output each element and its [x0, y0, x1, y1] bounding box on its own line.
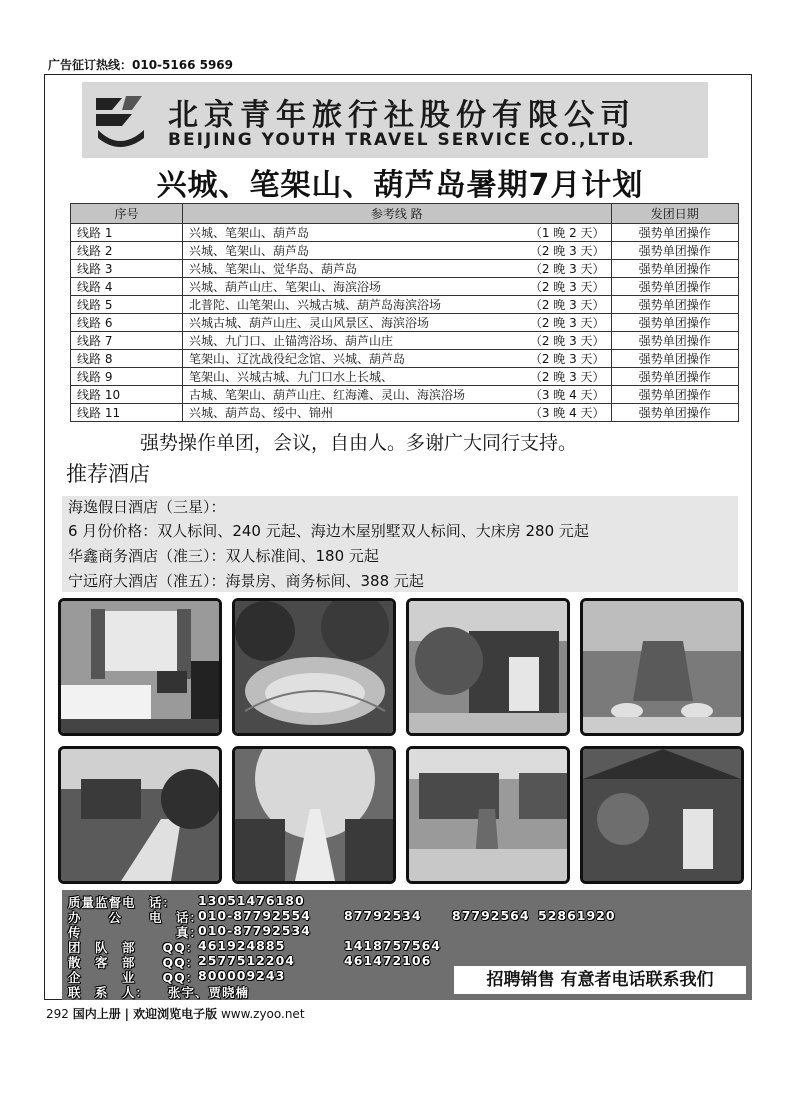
route-stops: 兴城、九门口、止锚湾浴场、葫芦山庄: [188, 334, 393, 348]
departure-date: 强势单团操作: [611, 368, 738, 386]
route-duration: （3 晚 4 天）: [529, 388, 605, 402]
footer-slogan: 欢迎浏览电子版: [133, 1007, 218, 1021]
table-row: [71, 404, 739, 422]
route-cell: [182, 368, 611, 386]
route-duration: （1 晚 2 天）: [529, 226, 605, 240]
route-number: 线路 3: [71, 260, 183, 278]
page-title: 兴城、笔架山、葫芦岛暑期7月计划: [156, 168, 644, 203]
table-header-row: [71, 204, 739, 224]
table-row: [71, 350, 739, 368]
route-stops: 北普陀、山笔架山、兴城古城、葫芦岛海滨浴场: [188, 298, 441, 312]
route-stops: 笔架山、兴城古城、九门口水上长城、: [188, 370, 393, 384]
route-stops: 兴城、笔架山、觉华岛、葫芦岛: [188, 262, 357, 276]
photo-ivy-house: [580, 746, 744, 884]
route-stops: 兴城、葫芦岛、绥中、锦州: [188, 406, 333, 420]
route-stops: 兴城、笔架山、葫芦岛: [188, 244, 309, 258]
departure-date: 强势单团操作: [611, 332, 738, 350]
route-cell: [182, 332, 611, 350]
ad-hotline: 广告征订热线：010-5166 5969: [48, 58, 234, 72]
route-number: 线路 4: [71, 278, 183, 296]
section-name: 国内上册: [72, 1007, 121, 1021]
route-number: 线路 6: [71, 314, 183, 332]
route-cell: [182, 386, 611, 404]
route-stops: 兴城、葫芦山庄、笔架山、海滨浴场: [188, 280, 381, 294]
route-cell: [182, 224, 611, 242]
footer-url: www.zyoo.net: [220, 1007, 305, 1021]
hotel-line-4: 宁远府大酒店（准五）：海景房、商务标间、388 元起: [68, 572, 424, 590]
photo-stairway: [232, 746, 396, 884]
route-duration: （2 晚 3 天）: [529, 316, 605, 330]
route-duration: （2 晚 3 天）: [529, 280, 605, 294]
route-cell: [182, 314, 611, 332]
page-number: 292: [46, 1007, 69, 1021]
route-duration: （3 晚 4 天）: [529, 406, 605, 420]
table-row: [71, 224, 739, 242]
departure-date: 强势单团操作: [611, 404, 738, 422]
route-number: 线路 8: [71, 350, 183, 368]
route-cell: [182, 296, 611, 314]
route-cell: [182, 404, 611, 422]
departure-date: 强势单团操作: [611, 350, 738, 368]
company-logo-banner: [82, 82, 708, 158]
route-duration: （2 晚 3 天）: [529, 370, 605, 384]
route-stops: 笔架山、辽沈战役纪念馆、兴城、葫芦岛: [188, 352, 405, 366]
departure-date: 强势单团操作: [611, 242, 738, 260]
departure-date: 强势单团操作: [611, 314, 738, 332]
route-stops: 古城、笔架山、葫芦山庄、红海滩、灵山、海滨浴场: [188, 388, 465, 402]
route-duration: （2 晚 3 天）: [529, 298, 605, 312]
table-row: [71, 332, 739, 350]
route-number: 线路 1: [71, 224, 183, 242]
route-table: [70, 203, 739, 422]
hotel-line-2: 6 月份价格：双人标间、240 元起、海边木屋别墅双人标间、大床房 280 元起: [68, 522, 589, 540]
hotel-heading: 推荐酒店: [66, 462, 150, 486]
table-row: [71, 368, 739, 386]
route-table-body: [71, 224, 739, 422]
departure-date: 强势单团操作: [611, 260, 738, 278]
page-footer: 292 国内上册 | 欢迎浏览电子版 www.zyoo.net: [46, 1007, 305, 1021]
table-row: [71, 386, 739, 404]
table-row: [71, 314, 739, 332]
photo-garden-path: [58, 746, 222, 884]
table-row: [71, 242, 739, 260]
route-duration: （2 晚 3 天）: [529, 352, 605, 366]
photo-wooden-cabins: [406, 746, 570, 884]
route-cell: [182, 350, 611, 368]
table-row: [71, 260, 739, 278]
photo-stone-sculpture: [580, 598, 744, 736]
route-stops: 兴城、笔架山、葫芦岛: [188, 226, 309, 240]
route-cell: [182, 242, 611, 260]
departure-date: 强势单团操作: [611, 224, 738, 242]
table-row: [71, 278, 739, 296]
photo-ivy-cottage: [406, 598, 570, 736]
table-row: [71, 296, 739, 314]
hotel-line-1: 海逸假日酒店（三星）：: [68, 498, 226, 516]
company-name-en: BEIJING YOUTH TRAVEL SERVICE CO.,LTD.: [168, 130, 636, 150]
route-number: 线路 5: [71, 296, 183, 314]
route-duration: （2 晚 3 天）: [529, 334, 605, 348]
recruit-banner: 招聘销售 有意者电话联系我们: [454, 966, 746, 994]
departure-date: 强势单团操作: [611, 296, 738, 314]
departure-date: 强势单团操作: [611, 386, 738, 404]
header-serial: 序号: [71, 204, 183, 224]
photo-hotel-room: [58, 598, 222, 736]
route-number: 线路 7: [71, 332, 183, 350]
route-number: 线路 11: [71, 404, 183, 422]
route-number: 线路 2: [71, 242, 183, 260]
hotel-line-3: 华鑫商务酒店（准三）：双人标准间、180 元起: [68, 547, 379, 565]
route-stops: 兴城古城、葫芦山庄、灵山风景区、海滨浴场: [188, 316, 429, 330]
header-date: 发团日期: [611, 204, 738, 224]
route-cell: [182, 278, 611, 296]
route-duration: （2 晚 3 天）: [529, 244, 605, 258]
route-duration: （2 晚 3 天）: [529, 262, 605, 276]
header-route: 参考线 路: [182, 204, 611, 224]
route-cell: [182, 260, 611, 278]
departure-date: 强势单团操作: [611, 278, 738, 296]
photo-garden-pond: [232, 598, 396, 736]
route-number: 线路 9: [71, 368, 183, 386]
route-number: 线路 10: [71, 386, 183, 404]
contact-block: 质量监督电 话： 13051476180 办 公 电 话： 010-87792554 87792534 87792564 52861920 传 真： 010-87792534 团 队 部 QQ： 461924885 1418757564 散 客 部 QQ： 2577512204 461472106 企 业 QQ： 800009243 联 系 人： 张宇、贾晓楠 招聘销售 有意者电话联系我们: [62, 890, 752, 1000]
company-logo-icon: [92, 90, 148, 150]
company-name-cn: 北京青年旅行社股份有限公司: [168, 98, 636, 133]
promo-text: 强势操作单团，会议，自由人。多谢广大同行支持。: [140, 432, 578, 454]
